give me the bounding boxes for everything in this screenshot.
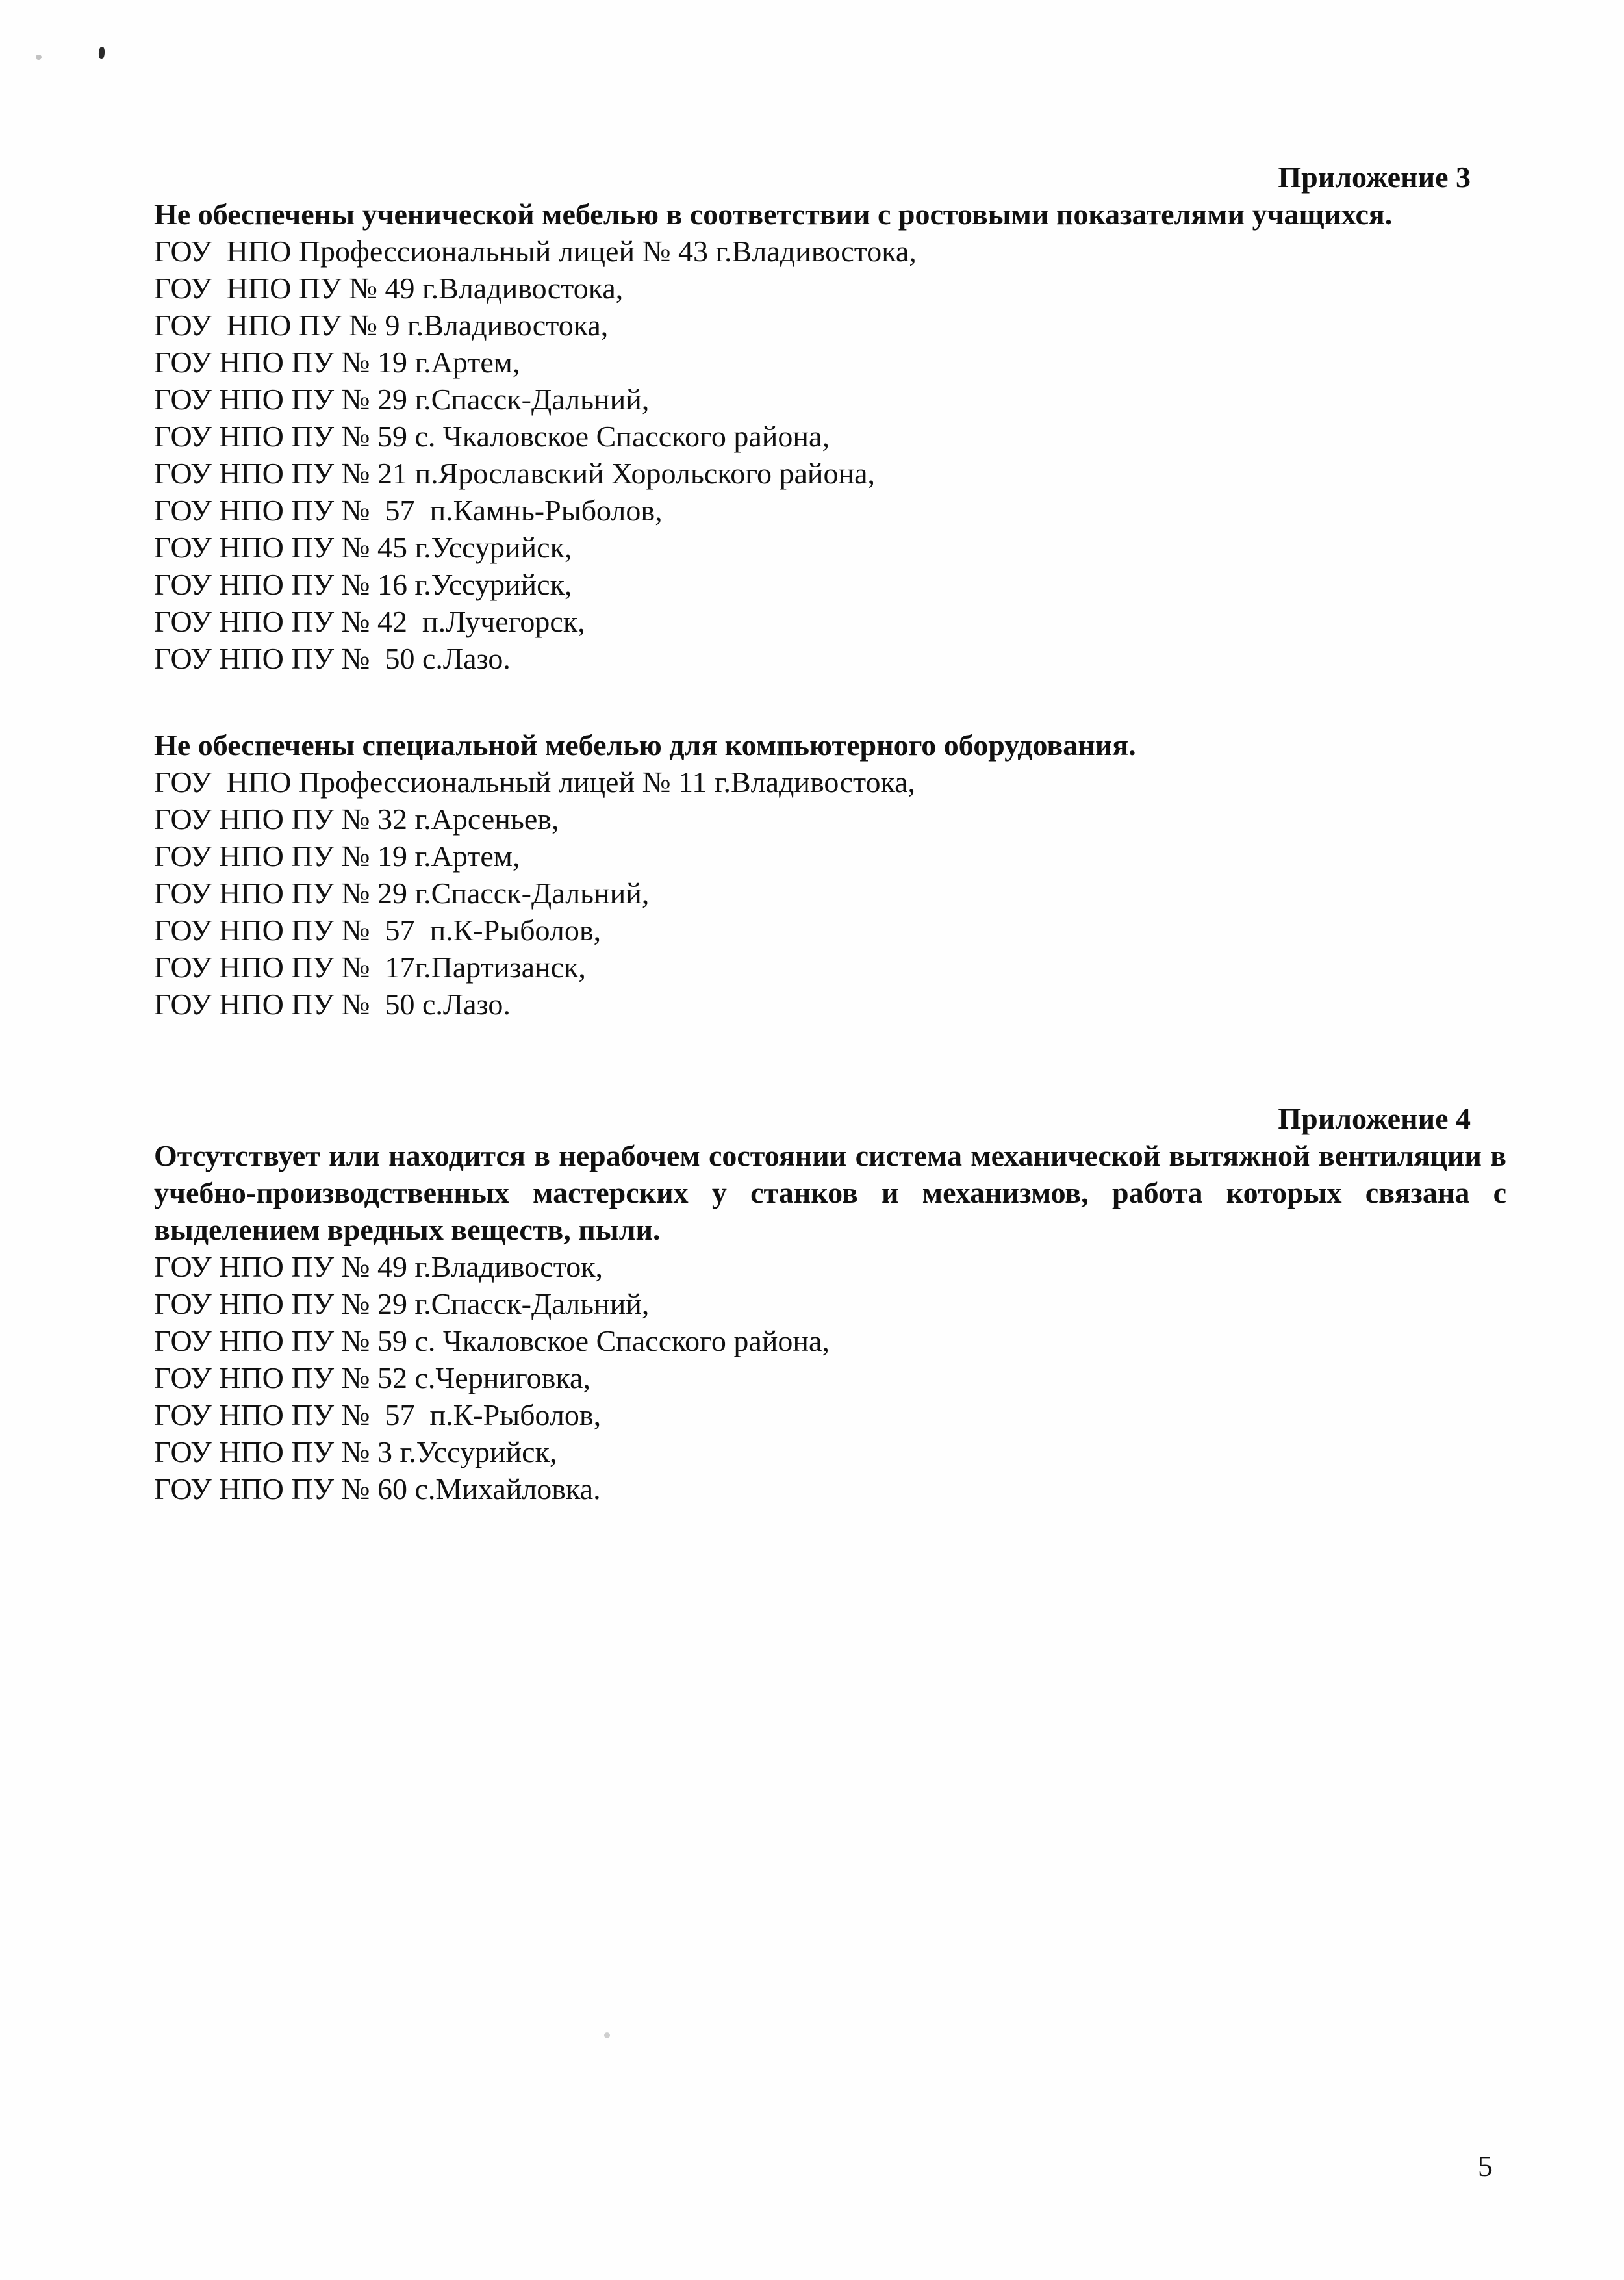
list-item: ГОУ НПО ПУ № 59 с. Чкаловское Спасского района,	[154, 420, 830, 453]
list-item: ГОУ НПО ПУ № 57 п.Камнь-Рыболов,	[154, 494, 663, 527]
section-intro: Отсутствует или находится в нерабочем состоянии система механической вытяжной вентиляции в учебно-производственных мастерских у станков и механизмов, работа которых связана с выделением вредных веществ, пыли.	[154, 1139, 1506, 1246]
list-item: ГОУ НПО ПУ № 29 г.Спасск-Дальний,	[154, 1287, 650, 1320]
page-content	[154, 0, 1506, 1507]
list-item: ГОУ НПО ПУ № 49 г.Владивостока,	[154, 272, 624, 305]
scan-artifact	[36, 55, 42, 60]
appendix-3-label: Приложение 3	[1278, 160, 1471, 194]
list-item: ГОУ НПО ПУ № 32 г.Арсеньев,	[154, 802, 559, 836]
list-item: ГОУ НПО ПУ № 57 п.К-Рыболов,	[154, 1398, 602, 1431]
appendix-4-label: Приложение 4	[1278, 1102, 1471, 1135]
section-gap	[154, 677, 1506, 726]
list-item: ГОУ НПО ПУ № 42 п.Лучегорск,	[154, 605, 585, 638]
section-gap	[154, 1023, 1506, 1100]
list-item: ГОУ НПО ПУ № 49 г.Владивосток,	[154, 1250, 603, 1283]
list-item: ГОУ НПО ПУ № 60 с.Михайловка.	[154, 1472, 601, 1505]
list-item: ГОУ НПО ПУ № 50 с.Лазо.	[154, 988, 511, 1021]
list-item: ГОУ НПО ПУ № 59 с. Чкаловское Спасского района,	[154, 1324, 830, 1357]
list-item: ГОУ НПО ПУ № 19 г.Артем,	[154, 839, 520, 873]
list-item: ГОУ НПО ПУ № 19 г.Артем,	[154, 346, 520, 379]
list-item: ГОУ НПО ПУ № 17г.Партизанск,	[154, 951, 586, 984]
list-item: ГОУ НПО ПУ № 52 с.Черниговка,	[154, 1361, 590, 1394]
list-item: ГОУ НПО Профессиональный лицей № 11 г.Владивостока,	[154, 765, 916, 799]
list-item: ГОУ НПО ПУ № 16 г.Уссурийск,	[154, 568, 572, 601]
list-item: ГОУ НПО ПУ № 29 г.Спасск-Дальний,	[154, 877, 650, 910]
scan-artifact	[98, 47, 105, 60]
list-item: ГОУ НПО ПУ № 50 с.Лазо.	[154, 642, 511, 675]
section-intro: Не обеспечены специальной мебелью для компьютерного оборудования.	[154, 728, 1136, 762]
list-item: ГОУ НПО ПУ № 57 п.К-Рыболов,	[154, 914, 602, 947]
list-item: ГОУ НПО Профессиональный лицей № 43 г.Владивостока,	[154, 235, 917, 268]
list-item: ГОУ НПО ПУ № 29 г.Спасск-Дальний,	[154, 383, 650, 416]
page-number: 5	[1478, 2149, 1493, 2183]
scan-artifact	[604, 2032, 610, 2038]
list-item: ГОУ НПО ПУ № 21 п.Ярославский Хорольского района,	[154, 457, 876, 490]
section-intro: Не обеспечены ученической мебелью в соответствии с ростовыми показателями учащихся.	[154, 198, 1393, 231]
list-item: ГОУ НПО ПУ № 3 г.Уссурийск,	[154, 1435, 557, 1468]
list-item: ГОУ НПО ПУ № 9 г.Владивостока,	[154, 309, 609, 342]
list-item: ГОУ НПО ПУ № 45 г.Уссурийск,	[154, 531, 572, 564]
